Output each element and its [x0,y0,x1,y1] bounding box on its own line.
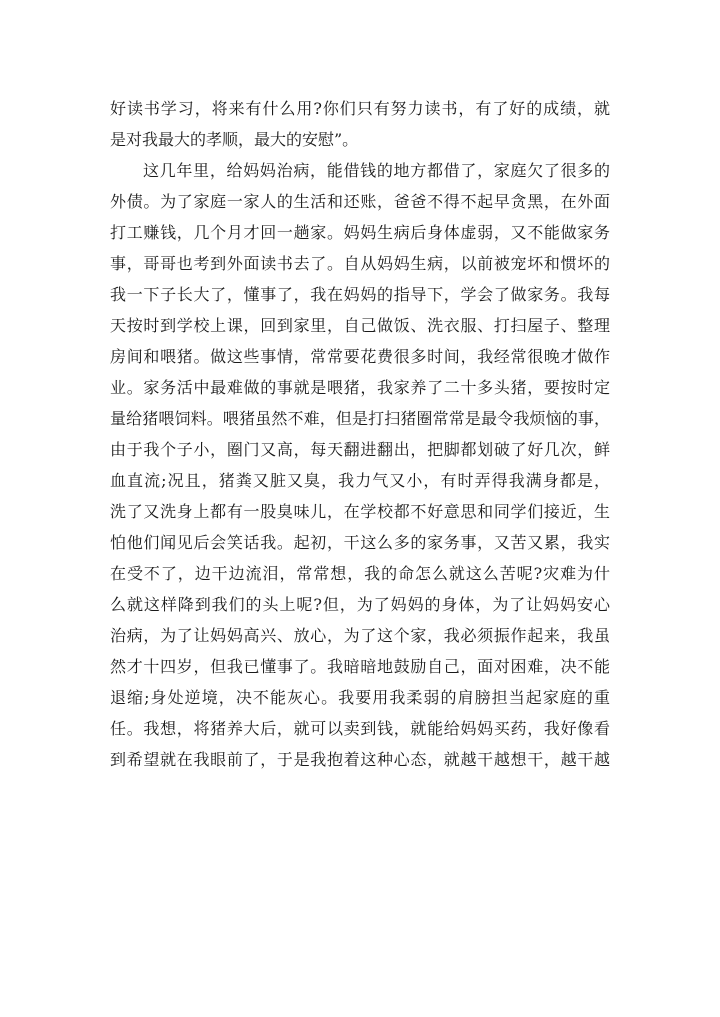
text-line: 是对我最大的孝顺，最大的安慰”。 [110,130,359,149]
text-line: 房间和喂猪。做这些事情，常常要花费很多时间，我经常很晚才做作 [110,347,610,366]
paragraph-first-line: 这几年里，给妈妈治病，能借钱的地方都借了，家庭欠了很多的 [143,161,610,180]
text-line: 到希望就在我眼前了，于是我抱着这种心态，就越干越想干，越干越 [110,750,610,769]
text-line: 血直流;况且，猪粪又脏又臭，我力气又小，有时弄得我满身都是， [110,471,610,490]
text-line: 我一下子长大了，懂事了，我在妈妈的指导下，学会了做家务。我每 [110,285,610,304]
text-line: 退缩;身处逆境，决不能灰心。我要用我柔弱的肩膀担当起家庭的重 [110,688,610,707]
text-line: 治病，为了让妈妈高兴、放心，为了这个家，我必须振作起来，我虽 [110,626,610,645]
text-line: 在受不了，边干边流泪，常常想，我的命怎么就这么苦呢?灾难为什 [110,564,610,583]
text-line: 事，哥哥也考到外面读书去了。自从妈妈生病，以前被宠坏和惯坏的 [110,254,610,273]
text-line: 怕他们闻见后会笑话我。起初，干这么多的家务事，又苦又累，我实 [110,533,610,552]
text-line: 任。我想，将猪养大后，就可以卖到钱，就能给妈妈买药，我好像看 [110,719,610,738]
text-line: 外债。为了家庭一家人的生活和还账，爸爸不得不起早贪黑，在外面 [110,192,610,211]
text-line: 量给猪喂饲料。喂猪虽然不难，但是打扫猪圈常常是最令我烦恼的事， [110,409,610,428]
text-line: 好读书学习，将来有什么用?你们只有努力读书，有了好的成绩，就 [110,99,610,118]
text-line: 由于我个子小，圈门又高，每天翻进翻出，把脚都划破了好几次，鲜 [110,440,610,459]
text-line: 么就这样降到我们的头上呢?但，为了妈妈的身体，为了让妈妈安心 [110,595,610,614]
text-line: 打工赚钱，几个月才回一趟家。妈妈生病后身体虚弱，又不能做家务 [110,223,610,242]
text-line: 洗了又洗身上都有一股臭味儿，在学校都不好意思和同学们接近，生 [110,502,610,521]
text-line: 天按时到学校上课，回到家里，自己做饭、洗衣服、打扫屋子、整理 [110,316,610,335]
text-line: 然才十四岁，但我已懂事了。我暗暗地鼓励自己，面对困难，决不能 [110,657,610,676]
body-text [110,93,610,775]
text-line: 业。家务活中最难做的事就是喂猪，我家养了二十多头猪，要按时定 [110,378,610,397]
